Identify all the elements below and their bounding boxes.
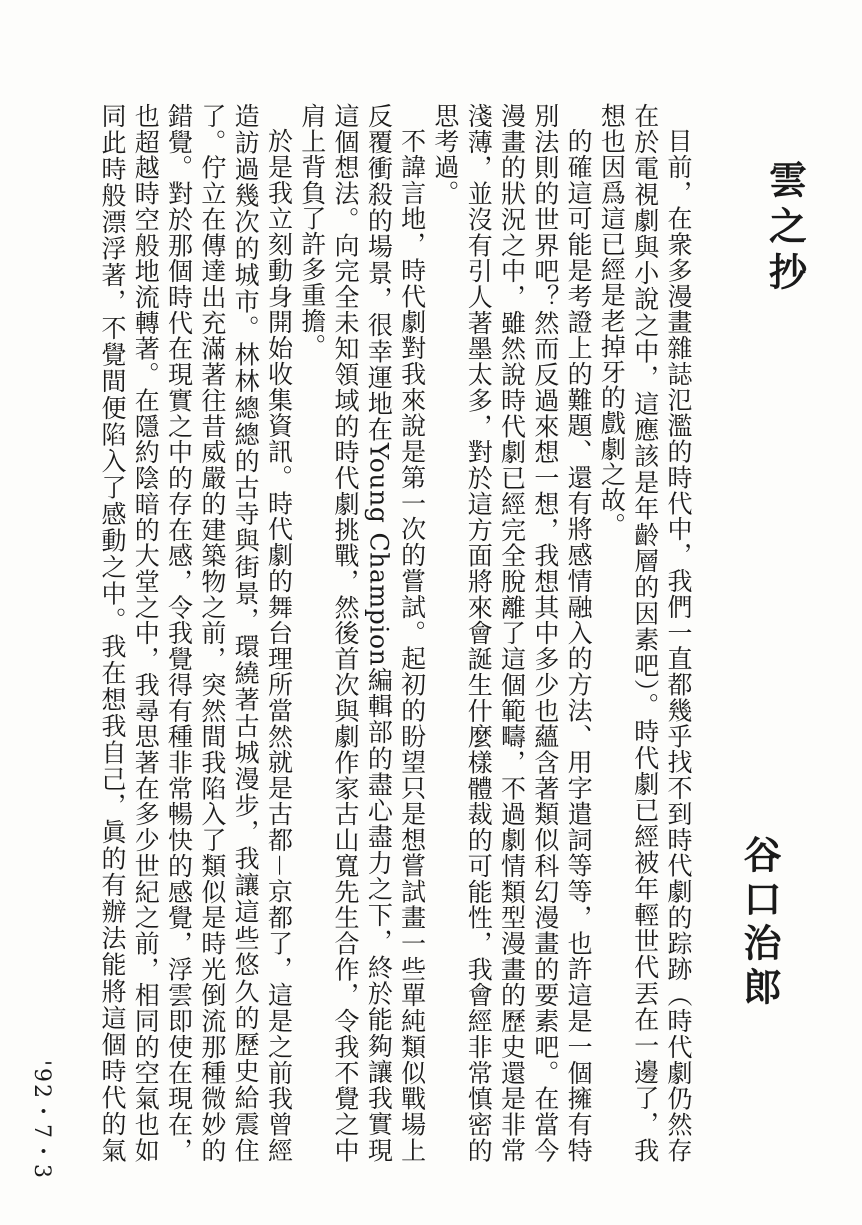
author-name: 谷口治郎 (737, 835, 782, 1011)
paragraph-4: 於是我立刻動身開始收集資訊。時代劇的舞台理所當然就是古都－京都了，這是之前我曾經造訪過幾次的城市。林林總總的古寺與街景，環繞著古城漫步，我讓這些悠久的歷史給震住了。佇立在傳達出充滿著往昔威嚴的建築物之前，突然間我陷入了類似是時光倒流那種微妙的錯覺。對於那個時代在現實之中的存在感，令我覺得有種非常暢快的感覺，浮雲即使在現在，也超越時空般地流轉著。在隱約陰暗的大堂之中，我尋思著在多少世紀之前，相同的空氣也如同此時般漂浮著，不覺間便陷入了感動之中。我在想我自己，眞的有辦法能將這個時代的氣 (97, 103, 294, 1163)
afterword-body (95, 103, 695, 1163)
paragraph-2: 的確這可能是考證上的難題、還有將感情融入的方法、用字遣詞等等，也許這是一個擁有特別法則的世界吧？然而反過來想一想，我想其中多少也蘊含著類似科幻漫畫的要素吧。在當今漫畫的狀況之中，雖然說時代劇已經完全脫離了這個範疇，不過劇情類型漫畫的歷史還是非常淺薄，並沒有引人著墨太多，對於這方面將來會誕生什麼樣體裁的可能性，我會經非常慎密的思考過。 (430, 103, 594, 1163)
date-stamp: '92・7・3 (29, 1060, 54, 1181)
paragraph-3: 不諱言地，時代劇對我來說是第一次的嘗試。起初的盼望只是想嘗試畫一些單純類似戰場上反覆衝殺的場景，很幸運地在Young Champion編輯部的盡心盡力之下，終於能夠讓我實現這個想法。向完全未知領域的時代劇挑戰，然後首次與劇作家古山寬先生合作，令我不覺之中肩上背負了許多重擔。 (297, 103, 427, 1163)
paragraph-1: 目前，在衆多漫畫雜誌氾濫的時代中，我們一直都幾乎找不到時代劇的踪跡（時代劇仍然存在於電視劇與小說之中，這應該是年齡層的因素吧）。時代劇已經被年輕世代丟在一邊了，我想也因爲這已經是老掉牙的戲劇之故。 (597, 103, 693, 1163)
page-title: 雲之抄 (762, 160, 808, 298)
